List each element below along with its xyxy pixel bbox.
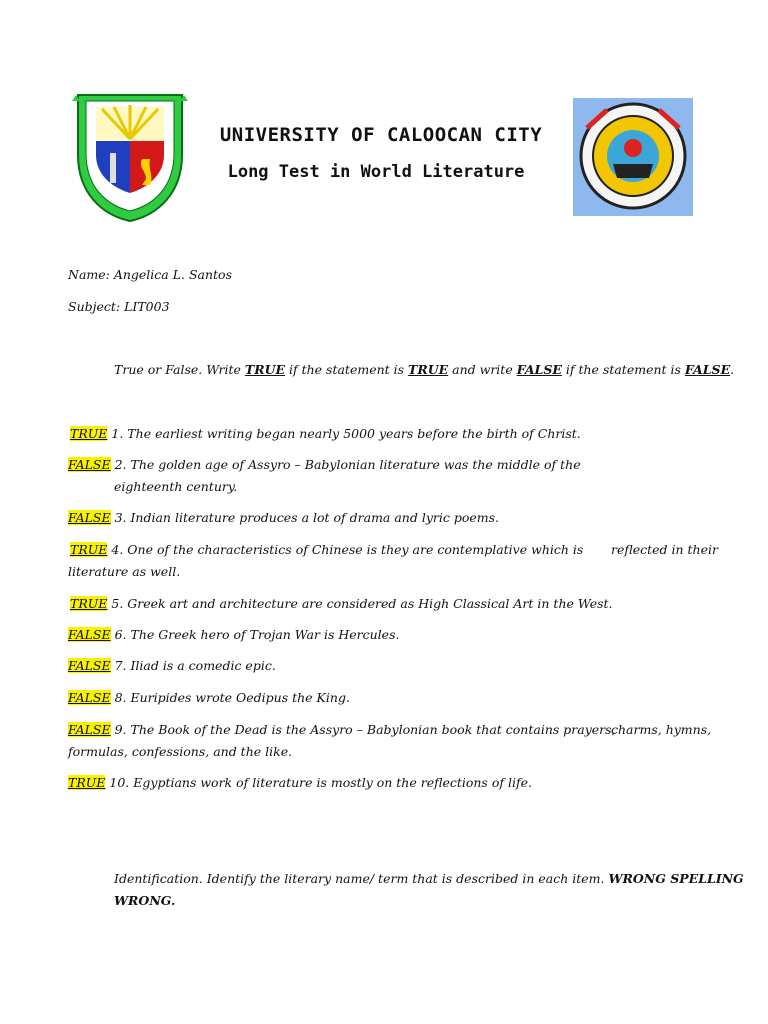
answer-badge: TRUE bbox=[70, 426, 108, 441]
answer-badge: TRUE bbox=[70, 542, 108, 557]
question-text: 7. Iliad is a comedic epic. bbox=[114, 658, 276, 673]
question-text: 9. The Book of the Dead is the Assyro – Babylonian book that contains prayers, bbox=[114, 722, 616, 737]
true-false-instruction: True or False. Write TRUE if the statement is TRUE and write FALSE if the statement is FALSE. bbox=[114, 362, 735, 377]
answer-badge: TRUE bbox=[70, 596, 108, 611]
answer-badge: TRUE bbox=[68, 775, 106, 790]
list-item bbox=[70, 542, 583, 557]
list-item bbox=[68, 510, 499, 525]
identification-instruction: Identification. Identify the literary name/ term that is described in each item. WRONG SPELLING bbox=[114, 871, 744, 886]
answer-badge: FALSE bbox=[68, 457, 111, 472]
answer-badge: FALSE bbox=[68, 658, 111, 673]
university-seal bbox=[72, 93, 188, 223]
question-text: 6. The Greek hero of Trojan War is Hercules. bbox=[114, 627, 400, 642]
question-text: 1. The earliest writing began nearly 5000 years before the birth of Christ. bbox=[111, 426, 581, 441]
university-name: UNIVERSITY OF CALOOCAN CITY bbox=[219, 124, 543, 146]
question-continuation: eighteenth century. bbox=[114, 479, 238, 494]
list-item bbox=[70, 426, 581, 441]
answer-badge: FALSE bbox=[68, 510, 111, 525]
answer-badge: FALSE bbox=[68, 690, 111, 705]
warning-text: WRONG SPELLING bbox=[608, 871, 744, 886]
answer-badge: FALSE bbox=[68, 627, 111, 642]
education-logo bbox=[573, 98, 693, 216]
list-item bbox=[68, 627, 399, 642]
student-name: Name: Angelica L. Santos bbox=[68, 267, 233, 282]
question-text: 5. Greek art and architecture are considered as High Classical Art in the West. bbox=[111, 596, 613, 611]
question-continuation: literature as well. bbox=[68, 564, 181, 579]
question-text-right: reflected in their bbox=[611, 542, 718, 557]
test-title: Long Test in World Literature bbox=[227, 162, 525, 182]
answer-badge: FALSE bbox=[68, 722, 111, 737]
list-item bbox=[70, 596, 613, 611]
list-item bbox=[68, 457, 581, 472]
warning-text-continued: WRONG. bbox=[114, 893, 176, 908]
subject-line: Subject: LIT003 bbox=[68, 299, 170, 314]
list-item bbox=[68, 658, 276, 673]
question-continuation: formulas, confessions, and the like. bbox=[68, 744, 293, 759]
question-text: 10. Egyptians work of literature is mostly on the reflections of life. bbox=[109, 775, 532, 790]
list-item bbox=[68, 775, 532, 790]
question-text: 8. Euripides wrote Oedipus the King. bbox=[114, 690, 350, 705]
list-item bbox=[68, 690, 350, 705]
list-item bbox=[68, 722, 616, 737]
question-text-right: charms, hymns, bbox=[611, 722, 712, 737]
question-text: 2. The golden age of Assyro – Babylonian literature was the middle of the bbox=[114, 457, 581, 472]
question-text: 4. One of the characteristics of Chinese is they are contemplative which is bbox=[111, 542, 584, 557]
question-text: 3. Indian literature produces a lot of drama and lyric poems. bbox=[114, 510, 499, 525]
